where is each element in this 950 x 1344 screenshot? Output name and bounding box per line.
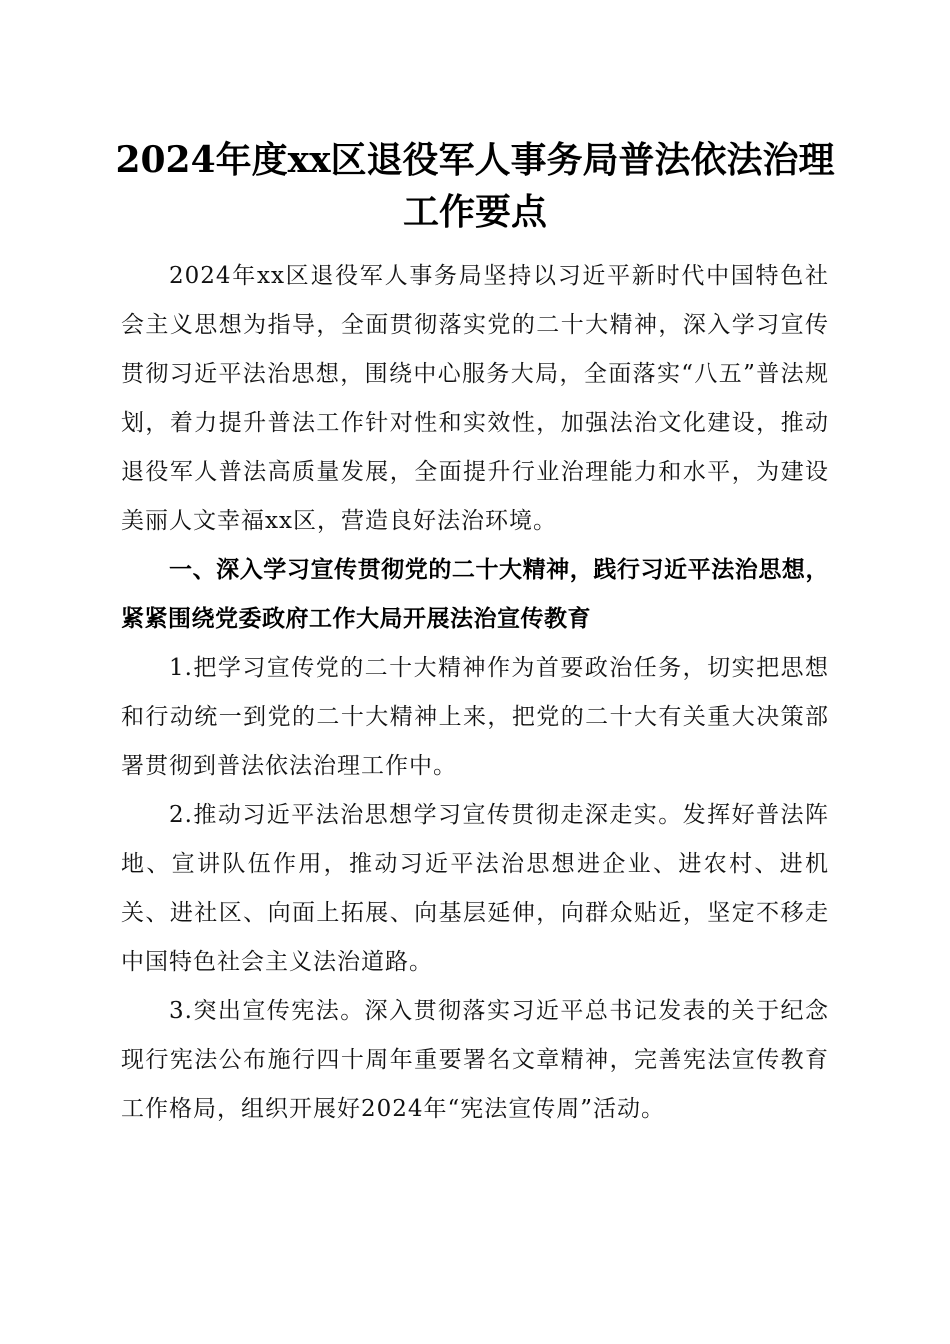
list-item-3: 3.突出宣传宪法。深入贯彻落实习近平总书记发表的关于纪念现行宪法公布施行四十周年重要署名文章精神，完善宪法宣传教育工作格局，组织开展好2024年“宪法宣传周”活动。 <box>121 998 829 1122</box>
section-heading-1: 一、深入学习宣传贯彻党的二十大精神，践行习近平法治思想，紧紧围绕党委政府工作大局开展法治宣传教育 <box>121 557 829 632</box>
title-line-2: 工作要点 <box>402 191 547 233</box>
title-line-1: 2024年度xx区退役军人事务局普法依法治理 <box>115 139 835 181</box>
intro-paragraph: 2024年xx区退役军人事务局坚持以习近平新时代中国特色社会主义思想为指导，全面贯彻落实党的二十大精神，深入学习宣传贯彻习近平法治思想，围绕中心服务大局，全面落实“八五”普法规划，着力提升普法工作针对性和实效性，加强法治文化建设，推动退役军人普法高质量发展，全面提升行业治理能力和水平，为建设美丽人文幸福xx区，营造良好法治环境。 <box>121 263 829 534</box>
document-title <box>95 134 855 238</box>
list-item-1: 1.把学习宣传党的二十大精神作为首要政治任务，切实把思想和行动统一到党的二十大精神上来，把党的二十大有关重大决策部署贯彻到普法依法治理工作中。 <box>121 655 829 779</box>
list-item-2: 2.推动习近平法治思想学习宣传贯彻走深走实。发挥好普法阵地、宣讲队伍作用，推动习近平法治思想进企业、进农村、进机关、进社区、向面上拓展、向基层延伸，向群众贴近，坚定不移走中国特色社会主义法治道路。 <box>121 802 829 975</box>
document-body <box>121 252 829 1134</box>
